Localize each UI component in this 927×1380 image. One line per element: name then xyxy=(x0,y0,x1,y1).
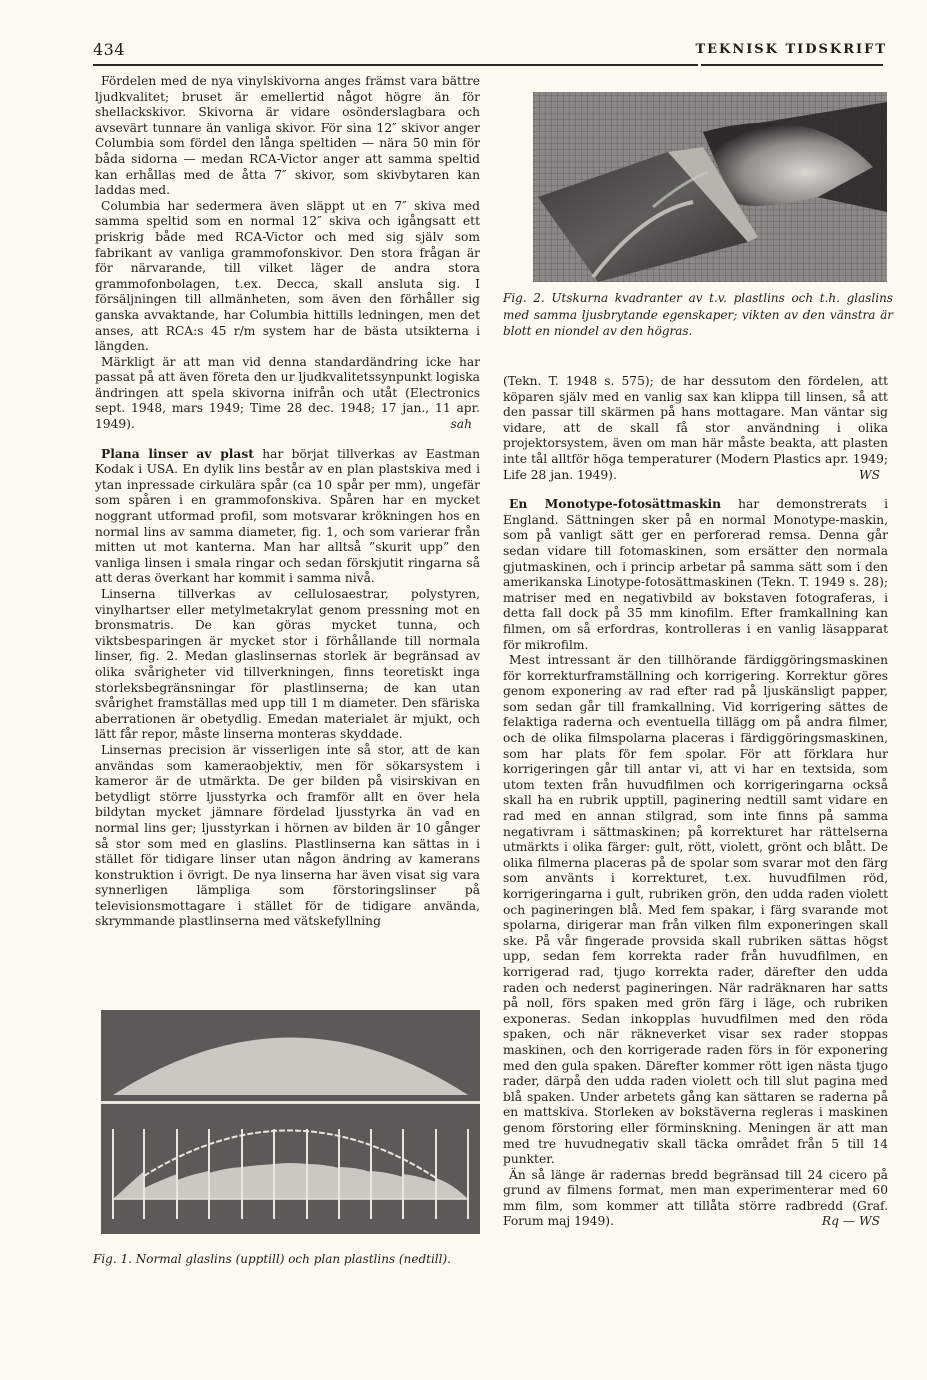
paragraph-lens-continued: (Tekn. T. 1948 s. 575); de har dessutom den fördelen, att köparen själv med en vanlig sax kan klippa till linsen, så att den passar till skärmen på hans mottagare. Man väntar sig vidare, att de skall få stor användning i olika projektorsystem, även om man här måste beakta, att plasten inte tål alltför höga temperaturer (Modern Plastics apr. 1949; Life 28 jan. 1949). WS xyxy=(503,374,888,482)
journal-title: TEKNISK TIDSKRIFT xyxy=(695,42,887,57)
figure-1-glass-lens xyxy=(101,1010,480,1101)
right-column xyxy=(503,374,888,1230)
author-signature: Rq — WS xyxy=(821,1214,880,1229)
paragraph-monotype: En Monotype-fotosättmaskin har demonstrerats i England. Sättningen sker på en normal Monotype-maskin, som på vanligt sätt ger en perforerad remsa. Denna går sedan vidare till fotomaskinen, som ersätter den normala gjutmaskinen, och i princip arbetar på samma sätt som i den amerikanska Linotype-fotosättmaskinen (Tekn. T. 1949 s. 28); matriser med en negativbild av bokstaven fotograferas, i detta fall dock på 35 mm kinofilm. Efter framkallning kan filmen, om så erfordras, kontrolleras i en vanlig läsapparat för mikrofilm. xyxy=(503,496,888,652)
author-signature: WS xyxy=(859,467,880,482)
figure-1-caption: Fig. 1. Normal glaslins (upptill) och plan plastlins (nedtill). xyxy=(93,1252,451,1266)
author-signature: sah xyxy=(450,417,472,432)
paragraph-lens-precision: Linsernas precision är visserligen inte så stor, att de kan användas som kameraobjektiv, men för sökarsystem i kameror är de utmärkta. De ger bilden på visirskivan en betydligt större ljusstyrka och framför allt en över hela bildytan mycket jämnare fördelad ljusstyrka än vad en normal lins ger; ljusstyrkan i hörnen av bilden är 10 gånger så stor som med en glaslins. Plastlinserna kan sättas in i stället för tidigare linser utan någon ändring av kamerans konstruktion i övrigt. De nya linserna har även visat sig vara synnerligen lämpliga som förstoringslinser på televisionsmottagare i stället för de tidigare använda, skrymmande plastlinserna med vätskefyllning xyxy=(95,742,480,929)
paragraph-lens-materials: Linserna tillverkas av cellulosaestrar, polystyren, vinylhartser eller metylmetakrylat genom pressning mot en bronsmatris. De kan göras mycket tunna, och viktsbesparingen är mycket stor i förhållande till normala linser, fig. 2. Medan glaslinsernas storlek är begränsad av olika svårigheter vid tillverkningen, finns teoretiskt inga storleksbegränsningar för plastlinserna; de kan utan svårighet framställas med upp till 1 m diameter. Den sfäriska aberrationen är obetydlig. Emedan materialet är mjukt, och lätt får repor, måste linserna monteras skyddade. xyxy=(95,587,480,742)
article-heading: En Monotype-fotosättmaskin xyxy=(509,496,722,512)
paragraph-finishing-machine: Mest intressant är den tillhörande färdiggöringsmaskinen för korrekturframställning och korrigering. Korrektur göres genom exponering av rad efter rad på ljuskänsligt papper, som sedan går till framkallning. Vid korrigering sättes de felaktiga raderna och eventuella tillägg om på andra filmer, och de olika filmspolarna placeras i färdiggöringsmaskinen, som har plats för fem spolar. För att förklara hur korrigeringen går till antar vi, att vi har en textsida, som utom texten från huvudfilmen och korrigeringarna också skall ha en rubrik upptill, paginering nedtill samt vidare en rad med en annan stilgrad, som inte finns på samma negativram i sättmaskinen; på korrekturet har rättelserna utmärkts i olika färger: gult, rött, violett, grönt och blått. De olika filmerna placeras på de spolar som svarar mot den färg som använts i korrekturet, t.ex. huvudfilmen röd, korrigeringarna i gult, rubriken grön, den udda raden violett och pagineringen blå. Med fem spakar, i färg svarande mot spolarna, dirigerar man från vilken film exponeringen skall ske. På vår fingerade provsida skall rubriken sättas högst upp, sedan fem korrekta rader från huvudfilmen, en korrigerad rad, tjugo korrekta rader, därefter den udda raden och nederst pagineringen. När radräknaren har satts på noll, förs spaken med grön färg i läge, och rubriken exponeras. Sedan inkopplas huvudfilmen med den röda spaken, och när räkneverket visar sex rader stoppas maskinen, och den korrigerade raden förs in för exponering med den gula spaken. Därefter kommer rött igen nästa tjugo rader, därpå den udda raden violett och till slut pagina med blå spaken. Under arbetets gång kan sättaren se raderna på en mattskiva. Storleken av bokstäverna regleras i maskinen genom förstoring eller förminskning. Meningen är att man med tre huvudnegativ skall täcka området från 5 till 14 punkter. xyxy=(503,653,888,1167)
figure-1-plastic-lens xyxy=(101,1104,480,1234)
paragraph-columbia-pricewar: Columbia har sedermera även släppt ut en 7″ skiva med samma speltid som en normal 12″ skiva och igångsatt ett priskrig både med RCA-Victor och med sig själv som fabrikant av vanliga grammofonskivor. Den stora frågan är för närvarande, till vilket läger de andra stora grammofonbolagen, t.ex. Decca, skall ansluta sig. I försäljningen till allmänheten, som även den förhåller sig ganska avvaktande, har Columbia hittills ledningen, men det anses, att RCA:s 45 r/m system har de bästa utsikterna i längden. xyxy=(95,198,480,354)
paragraph-plastic-lenses: Plana linser av plast har börjat tillverkas av Eastman Kodak i USA. En dylik lins består av en plan plastskiva med i ytan inpressade cirkulära spår (ca 10 spår per mm), ungefär som spåren i en grammofonskiva. Spåren har en mycket noggrant utformad profil, som motsvarar krökningen hos en normal lins av samma diameter, fig. 1, och som varierar från mitten ut mot kanterna. Man har alltså ”skurit upp” den vanliga linsen i smala ringar och sedan förskjutit ringarna så att deras överkant har kommit i samma nivå. xyxy=(95,445,480,586)
page-number: 434 xyxy=(93,40,126,59)
article-heading: Plana linser av plast xyxy=(101,445,254,461)
header-rule xyxy=(93,64,883,66)
figure-2-caption: Fig. 2. Utskurna kvadranter av t.v. plastlins och t.h. glaslins med samma ljusbrytande egenskaper; vikten av den vänstra är blott en niondel av den högras. xyxy=(503,291,893,338)
paragraph-standard-change: Märkligt är att man vid denna standardändring icke har passat på att även företa den ur ljudkvalitetssynpunkt logiska ändringen att spela skivorna inifrån och utåt (Electronics sept. 1948, mars 1949; Time 28 dec. 1948; 17 jan., 11 apr. 1949). sah xyxy=(95,354,480,432)
figure-1-lens-diagram xyxy=(101,1010,480,1234)
paragraph-line-width: Än så länge är radernas bredd begränsad till 24 cicero på grund av filmens format, men man experimenterar med 60 mm film, som kommer att tillåta större radbredd (Graf. Forum maj 1949). Rq — WS xyxy=(503,1167,888,1229)
figure-2-lens-photo xyxy=(533,92,887,282)
left-column xyxy=(95,74,480,930)
paragraph-vinyl-advantages: Fördelen med de nya vinylskivorna anges främst vara bättre ljudkvalitet; bruset är emellertid något högre än för shellackskivor. Skivorna är vidare osönderslagbara och avsevärt tunnare än vanliga skivor. För sina 12″ skivor anger Columbia som fördel den långa speltiden — nära 50 min för båda sidorna — medan RCA-Victor anger att samma speltid kan erhållas med de åtta 7″ skivor, som skivbytaren kan laddas med. xyxy=(95,74,480,198)
